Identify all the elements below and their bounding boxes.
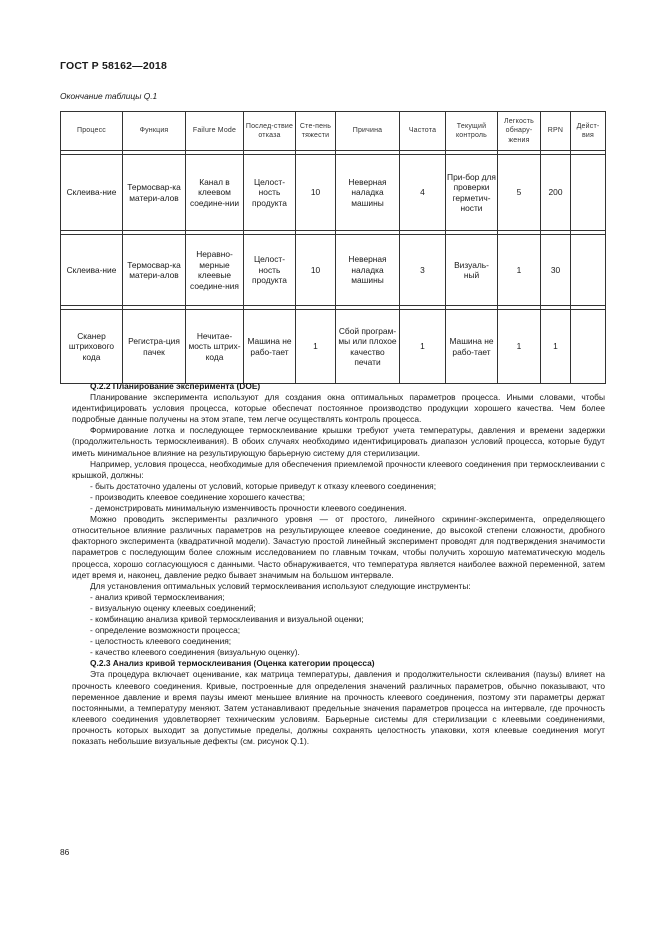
table-cell: Неверная наладка машины <box>336 235 400 306</box>
table-cell: Нечитае-мость штрих-кода <box>186 310 244 384</box>
table-cell: Канал в клеевом соедине-нии <box>186 155 244 231</box>
table-cell: Склеива-ние <box>61 235 123 306</box>
table-cell: 1 <box>296 310 336 384</box>
table-cell: 1 <box>400 310 446 384</box>
column-header: Текущий контроль <box>446 112 498 151</box>
table-cell: 3 <box>400 235 446 306</box>
list-item: - визуальную оценку клеевых соединений; <box>90 602 256 613</box>
table-cell: Термосвар-ка матери-алов <box>123 235 186 306</box>
column-header: Причина <box>336 112 400 151</box>
page-number: 86 <box>60 847 70 857</box>
table-cell: 4 <box>400 155 446 231</box>
table-cell: Сканер штрихового кода <box>61 310 123 384</box>
list-item: - комбинацию анализа кривой термосклеивания и визуальной оценки; <box>90 613 364 624</box>
table-cell: 200 <box>541 155 571 231</box>
fmea-table <box>60 111 606 384</box>
paragraph: Планирование эксперимента используют для создания окна оптимальных параметров процесса. Иными словами, чтобы идентифицировать условия процесса, которые обеспечат постоянное производство продукции хорошего качества. Чем более подробные данные получены на этом этапе, тем легче осуществлять контроль процесса. <box>72 392 605 425</box>
column-header: Сте-пень тяжести <box>296 112 336 151</box>
table-cell: Сбой програм-мы или плохое качество печати <box>336 310 400 384</box>
body-text <box>72 381 605 747</box>
section-heading-q23: Q.2.3 Анализ кривой термосклеивания (Оценка категории процесса) <box>90 658 375 669</box>
table-row <box>61 155 606 231</box>
table-row <box>61 310 606 384</box>
list-item: - целостность клеевого соединения; <box>90 636 232 647</box>
table-cell: Регистра-ция пачек <box>123 310 186 384</box>
table-cell: Склеива-ние <box>61 155 123 231</box>
table-cell: 1 <box>498 310 541 384</box>
paragraph: Формирование лотка и последующее термосклеивание крышки требуют учета температуры, давления и времени задержки (продолжительность термосклеивания). В обоих случаях необходимо идентифицировать диапазон условий процесса, которые будут иметь минимальное влияние на результирующую барьерную систему для стерилизации. <box>72 425 605 458</box>
table-cell: Машина не рабо-тает <box>446 310 498 384</box>
column-header: Послед-ствие отказа <box>244 112 296 151</box>
document-header: ГОСТ Р 58162—2018 <box>60 60 168 72</box>
table-cell: 10 <box>296 235 336 306</box>
paragraph: Например, условия процесса, необходимые для обеспечения приемлемой прочности клеевого соединения при термосклеивании с крышкой, должны: <box>72 458 605 480</box>
table-cell: При-бор для проверки герметич-ности <box>446 155 498 231</box>
column-header: Процесс <box>61 112 123 151</box>
section-heading-q22: Q.2.2 Планирование эксперимента (DOE) <box>90 381 261 391</box>
column-header: RPN <box>541 112 571 151</box>
table-cell: 1 <box>541 310 571 384</box>
table-cell: Неравно-мерные клеевые соедине-ния <box>186 235 244 306</box>
table-cell: 5 <box>498 155 541 231</box>
table-cell: 30 <box>541 235 571 306</box>
paragraph: Эта процедура включает оценивание, как матрица температуры, давления и продолжительности склеивания (паузы) влияет на прочность клеевого соединения. Кривые, построенные для определения значений различных параметров, обычно показывают, что переменное давление и время паузы имеют меньшее влияние на прочность клеевого соединения, поэтому эти параметры держат постоянными, а температуру меняют. Затем устанавливают предельные значения параметров процесса на интервале, где прочность клеевого соединения удовлетворяет техническим условиям. Барьерные системы для стерилизации с клеевыми соединениями, прочность которых выходит за допустимые пределы, должны сохранять целостность упаковки, хотя клеевые соединения могут показать небольшие визуальные дефекты (см. рисунок Q.1). <box>72 669 605 746</box>
list-item: - быть достаточно удалены от условий, которые приведут к отказу клеевого соединения; <box>90 480 437 491</box>
paragraph: Для установления оптимальных условий термосклеивания используют следующие инструменты: <box>90 580 471 591</box>
column-header: Функция <box>123 112 186 151</box>
table-row <box>61 235 606 306</box>
table-cell: Визуаль-ный <box>446 235 498 306</box>
table-cell: Неверная наладка машины <box>336 155 400 231</box>
column-header: Failure Mode <box>186 112 244 151</box>
paragraph: Можно проводить эксперименты различного уровня — от простого, линейного скрининг-эксперимента, определяющего относительное влияние различных параметров на результирующее клеевое соединение, до высокой степени сложности, дробного факторного эксперимента (квадратичной модели). Зачастую простой линейный эксперимент проводят для подтверждения значимости параметров с последующим более сложным исследованием по главным точкам, чтобы получить хорошую математическую модель процесса, хорошо согласующуюся с данными. Часто обнаруживается, что температура является наиболее важной переменной, затем идет время и, наконец, давление редко бывает значимым на большом интервале. <box>72 514 605 580</box>
table-caption: Окончание таблицы Q.1 <box>60 91 158 101</box>
table-cell: Целост-ность продукта <box>244 155 296 231</box>
column-header: Дейст-вия <box>571 112 606 151</box>
table-cell: 1 <box>498 235 541 306</box>
table-cell <box>571 235 606 306</box>
list-item: - анализ кривой термосклеивания; <box>90 591 225 602</box>
table-cell: Термосвар-ка матери-алов <box>123 155 186 231</box>
table-cell <box>571 155 606 231</box>
column-header: Легкость обнару-жения <box>498 112 541 151</box>
list-item: - производить клеевое соединение хорошего качества; <box>90 491 305 502</box>
list-item: - определение возможности процесса; <box>90 625 241 636</box>
table-cell: Машина не рабо-тает <box>244 310 296 384</box>
list-item: - демонстрировать минимальную изменчивость прочности клеевого соединения. <box>90 503 407 514</box>
table-cell: 10 <box>296 155 336 231</box>
table-cell <box>571 310 606 384</box>
table-cell: Целост-ность продукта <box>244 235 296 306</box>
table-header-row <box>61 112 606 151</box>
list-item: - качество клеевого соединения (визуальную оценку). <box>90 647 300 658</box>
column-header: Частота <box>400 112 446 151</box>
